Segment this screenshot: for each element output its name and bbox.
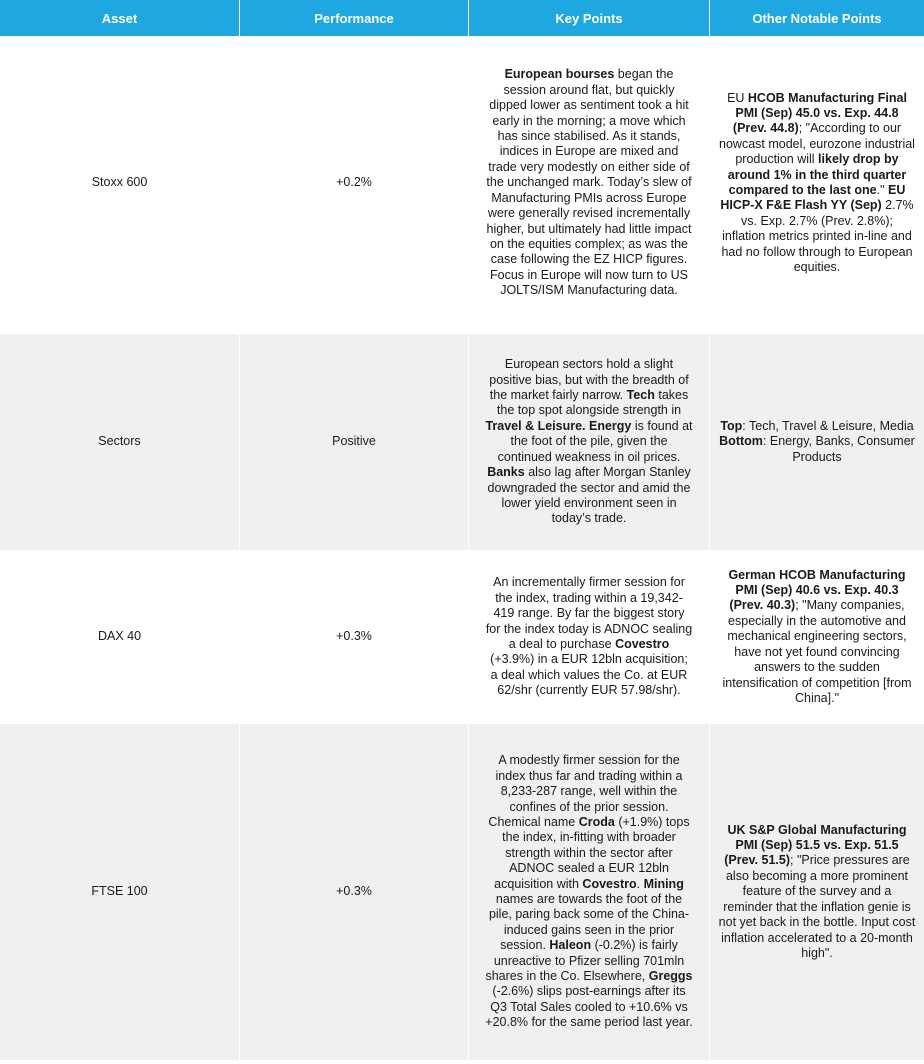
text-segment: began the session around flat, but quickly dipped lower as sentiment took a hit early in the morning; a move which has since stabilised. As it stands, indices in Europe are mixed and trade very modestly on either side of the unchanged mark. Today’s slew of Manufacturing PMIs across Europe were generally revised incrementally higher, but ultimately had little impact on the equities complex; as was the case following the EZ HICP figures. Focus in Europe will now turn to US JOLTS/ISM Manufacturing data. bbox=[486, 67, 692, 298]
text-segment: (+3.9%) in a EUR 12bln acquisition; a deal which values the Co. at EUR 62/shr (currently EUR 57.98/shr). bbox=[490, 652, 688, 698]
text-segment: A modestly firmer session for the index thus far and trading within a 8,233-287 range, well within the confines of the prior session. Chemical name bbox=[488, 753, 683, 829]
table-row bbox=[0, 724, 924, 1064]
bold-text-segment: UK S&P Global Manufacturing PMI (Sep) 51.5 vs. Exp. 51.5 (Prev. 51.5) bbox=[724, 822, 907, 868]
header-asset: Asset bbox=[0, 0, 240, 36]
table-row bbox=[0, 36, 924, 334]
text-segment: : Tech, Travel & Leisure, Media bbox=[742, 418, 914, 433]
performance-cell: Positive bbox=[240, 334, 469, 554]
key-points-cell bbox=[469, 724, 710, 1064]
header-key-points: Key Points bbox=[469, 0, 710, 36]
bold-text-segment: Banks bbox=[487, 465, 525, 480]
bold-text-segment: EU HICP-X F&E Flash YY (Sep) bbox=[720, 183, 906, 213]
text-segment: ; "Many companies, especially in the automotive and mechanical engineering sectors, have not yet found convincing answers to the sudden intensification of competition [from China]." bbox=[722, 598, 912, 705]
bold-text-segment: Bottom bbox=[719, 434, 763, 449]
bold-text-segment: Greggs bbox=[648, 969, 693, 984]
asset-cell: FTSE 100 bbox=[0, 724, 240, 1064]
header-performance: Performance bbox=[240, 0, 469, 36]
bold-text-segment: likely drop by around 1% in the third quarter compared to the last one bbox=[727, 152, 907, 197]
bold-text-segment: Mining bbox=[643, 876, 684, 891]
bold-text-segment: German HCOB Manufacturing PMI (Sep) 40.6 vs. Exp. 40.3 (Prev. 40.3) bbox=[728, 567, 906, 613]
text-segment: : Energy, Banks, Consumer Products bbox=[762, 434, 915, 464]
text-segment: names are towards the foot of the pile, paring back some of the China-induced gains seen in the prior session. bbox=[488, 892, 690, 953]
other-notable-points-cell bbox=[710, 36, 924, 334]
text-segment: takes the top spot alongside strength in bbox=[496, 388, 689, 418]
performance-cell: +0.3% bbox=[240, 724, 469, 1064]
bold-text-segment: Tech bbox=[626, 388, 655, 403]
key-points-cell bbox=[469, 334, 710, 554]
text-segment: An incrementally firmer session for the index, trading within a 19,342-419 range. By far the biggest story for the index today is ADNOC sealing a deal to purchase bbox=[485, 575, 693, 651]
text-segment: also lag after Morgan Stanley downgraded the sector and amid the lower yield environment seen in today’s trade. bbox=[487, 465, 691, 526]
text-segment: (+1.9%) tops the index, in-fitting with broader strength within the sector after ADNOC sealed a EUR 12bln acquisition with bbox=[494, 814, 690, 891]
bold-text-segment: Travel & Leisure. Energy bbox=[485, 418, 632, 433]
table-row bbox=[0, 334, 924, 554]
bold-text-segment: European bourses bbox=[504, 67, 615, 82]
performance-cell: +0.3% bbox=[240, 554, 469, 724]
key-points-cell bbox=[469, 554, 710, 724]
other-notable-points-cell bbox=[710, 334, 924, 554]
text-segment: . bbox=[636, 876, 644, 891]
text-segment: (-2.6%) slips post-earnings after its Q3 Total Sales cooled to +10.6% vs +20.8% for the same period last year. bbox=[485, 984, 693, 1030]
asset-cell: Stoxx 600 bbox=[0, 36, 240, 334]
text-segment: EU bbox=[727, 90, 748, 105]
performance-cell: +0.2% bbox=[240, 36, 469, 334]
header-row bbox=[0, 0, 924, 36]
bold-text-segment: HCOB Manufacturing Final PMI (Sep) 45.0 vs. Exp. 44.8 (Prev. 44.8) bbox=[732, 90, 907, 136]
bold-text-segment: Top bbox=[720, 418, 743, 433]
bold-text-segment: Covestro bbox=[582, 876, 637, 891]
text-segment: is found at the foot of the pile, given the continued weakness in oil prices. bbox=[497, 418, 693, 464]
text-segment: ; "Price pressures are also becoming a more prominent feature of the survey and a reminder that the inflation genie is not yet back in the bottle. Input cost inflation accelerated to a 20-month high". bbox=[718, 853, 916, 960]
asset-cell: DAX 40 bbox=[0, 554, 240, 724]
other-notable-points-cell bbox=[710, 724, 924, 1064]
key-points-cell bbox=[469, 36, 710, 334]
text-segment: European sectors hold a slight positive bias, but with the breadth of the market fairly narrow. bbox=[489, 357, 689, 403]
text-segment: ; "According to our nowcast model, eurozone industrial production will bbox=[719, 121, 915, 167]
text-segment: 2.7% vs. Exp. 2.7% (Prev. 2.8%); inflation metrics printed in-line and had no follow through to European equities. bbox=[721, 198, 914, 275]
bold-text-segment: Covestro bbox=[615, 637, 670, 651]
header-other-notable-points: Other Notable Points bbox=[710, 0, 924, 36]
text-segment: ." bbox=[876, 183, 888, 197]
bold-text-segment: Croda bbox=[578, 814, 615, 829]
text-segment: (-0.2%) is fairly unreactive to Pfizer selling 701mln shares in the Co. Elsewhere, bbox=[485, 938, 685, 984]
table-row bbox=[0, 554, 924, 724]
asset-cell: Sectors bbox=[0, 334, 240, 554]
bold-text-segment: Haleon bbox=[549, 938, 592, 953]
other-notable-points-cell bbox=[710, 554, 924, 724]
